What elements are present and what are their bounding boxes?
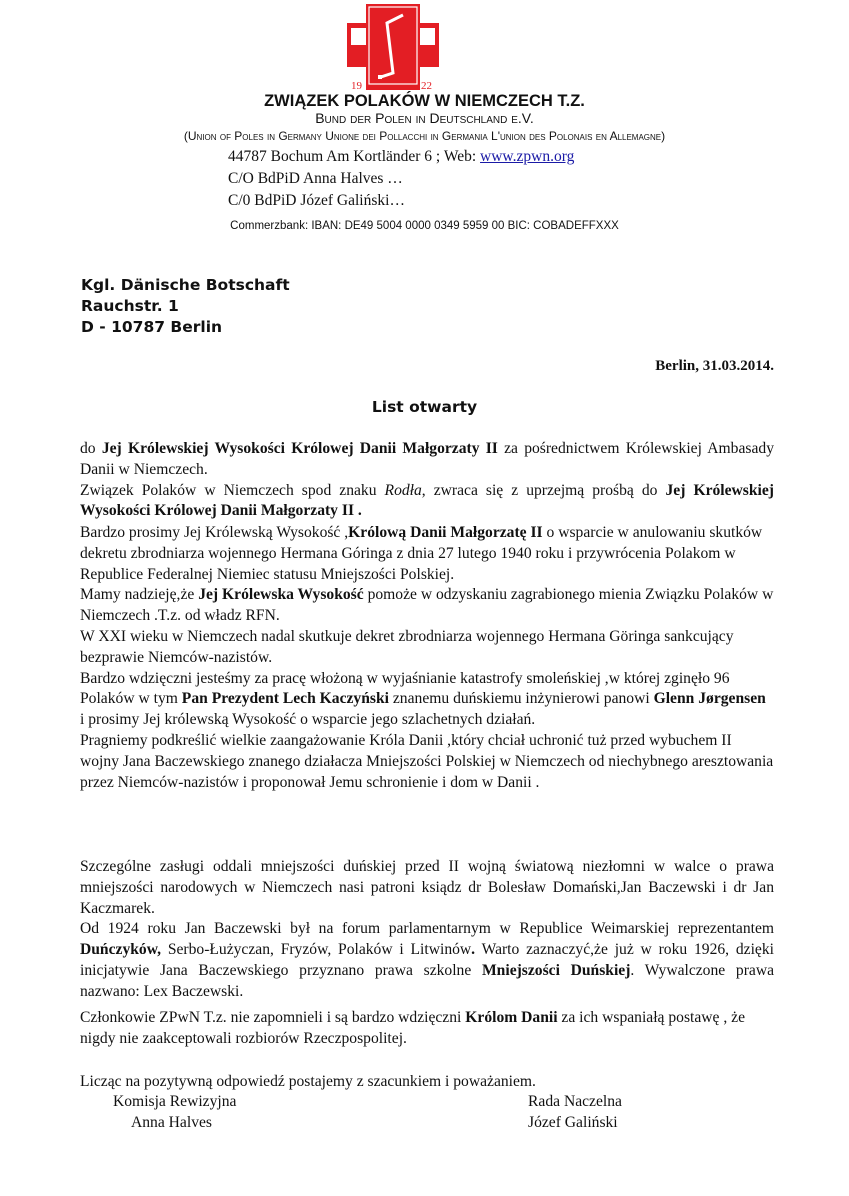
care-of-line-2: C/0 BdPiD Józef Galiński…	[228, 192, 405, 209]
organization-logo	[345, 3, 441, 91]
letter-date: Berlin, 31.03.2014.	[655, 358, 774, 374]
letter-body-history	[80, 857, 774, 1003]
recipient-address	[81, 275, 290, 338]
paragraph-minority: Szczególne zasługi oddali mniejszości duńskiej przed II wojną światową niezłomni w walce o prawa mniejszości narodowych w Niemczech nasi patroni ksiądz dr Bolesław Domański,Jan Baczewski i dr Jan Kaczmarek.	[80, 858, 774, 917]
paragraph-support: Bardzo prosimy Jej Królewską Wysokość ,Królową Danii Małgorzatę II o wsparcie w anulowaniu skutków dekretu zbrodniarza wojennego Hermana Góringa z dnia 27 lutego 1940 roku i przywrócenia Polakom w Republice Federalnej Niemiec statusu Mniejszości Polskiej.	[80, 524, 763, 583]
signature-right-body: Rada Naczelna	[528, 1093, 622, 1110]
rodlo-emblem-icon	[345, 3, 441, 91]
paragraph-request: Związek Polaków w Niemczech spod znaku Rodła, zwraca się z uprzejmą prośbą do Jej Królewskiej Wysokości Królowej Danii Małgorzaty II .	[80, 481, 774, 520]
organization-name-german: Bund der Polen in Deutschland e.V.	[315, 110, 534, 126]
logo-year-left: 19	[351, 80, 362, 91]
letter-title: List otwarty	[371, 398, 478, 416]
care-of-line-1: C/O BdPiD Anna Halves …	[228, 170, 403, 187]
paragraph-gratitude: Członkowie ZPwN T.z. nie zapomnieli i są bardzo wdzięczni Królom Danii za ich wspaniałą postawę , że nigdy nie zaakceptowali rozbiorów Rzeczpospolitej.	[80, 1009, 746, 1047]
letter-body-main	[80, 523, 774, 793]
bank-details: Commerzbank: IBAN: DE49 5004 0000 0349 5959 00 BIC: COBADEFFXXX	[230, 220, 619, 232]
closing-line: Licząc na pozytywną odpowiedź postajemy z szacunkiem i poważaniem.	[80, 1073, 536, 1090]
paragraph-address: do Jej Królewskiej Wysokości Królowej Danii Małgorzaty II za pośrednictwem Królewskiej Ambasady Danii w Niemczech.	[80, 440, 774, 478]
signature-left-body: Komisja Rewizyjna	[113, 1093, 237, 1110]
paragraph-smolensk: Bardzo wdzięczni jesteśmy za pracę włożoną w wyjaśnianie katastrofy smoleńskiej ,w której zginęło 96 Polaków w tym Pan Prezydent Lech Kaczyński znanemu duńskiemu inżynierowi panowi Glenn Jørgensen i prosimy Jej królewską Wysokość o wsparcie jego szlachetnych działań.	[80, 669, 766, 729]
paragraph-decree: W XXI wieku w Niemczech nadal skutkuje dekret zbrodniarza wojennego Hermana Göringa sankcujący bezprawie Niemców-nazistów.	[80, 627, 734, 666]
paragraph-king: Pragniemy podkreślić wielkie zaangażowanie Króla Danii ,który chciał uchronić tuż przed wybuchem II wojny Jana Baczewskiego znanego działacza Mniejszości Polskiej w Niemczech od niechybnego aresztowania przez Niemców-nazistów i proponował Jemu schronienie i dom w Danii .	[80, 731, 774, 791]
recipient-line-3: D - 10787 Berlin	[81, 318, 223, 336]
recipient-line-2: Rauchstr. 1	[81, 297, 179, 315]
address-line	[228, 148, 574, 166]
paragraph-property: Mamy nadzieję,że Jej Królewska Wysokość pomoże w odzyskaniu zagrabionego mienia Związku Polaków w Niemczech .T.z. od władz RFN.	[80, 586, 774, 625]
recipient-line-1: Kgl. Dänische Botschaft	[81, 276, 290, 294]
paragraph-baczewski: Od 1924 roku Jan Baczewski był na forum parlamentarnym w Republice Weimarskiej reprezentantem Duńczyków, Serbo-Łużyczan, Fryzów, Polaków i Litwinów. Warto zaznaczyć,że już w roku 1926, dzięki inicjatywie Jana Baczewskiego przyznano prawa szkolne Mniejszości Duńskiej. Wywalczone prawa nazwano: Lex Baczewski.	[80, 920, 774, 1000]
signature-left-name: Anna Halves	[131, 1114, 212, 1131]
website-link[interactable]: www.zpwn.org	[480, 148, 575, 165]
signature-right-name: Józef Galiński	[528, 1114, 618, 1131]
organization-name: ZWIĄZEK POLAKÓW W NIEMCZECH T.Z.	[264, 92, 585, 110]
address-text: 44787 Bochum Am Kortländer 6 ; Web:	[228, 148, 481, 165]
logo-year-right: 22	[421, 80, 432, 91]
letter-body-intro	[80, 439, 774, 522]
organization-name-international: (Union of Poles in Germany Unione dei Pollacchi in Germania L'union des Polonais en Allemagne)	[183, 129, 666, 143]
